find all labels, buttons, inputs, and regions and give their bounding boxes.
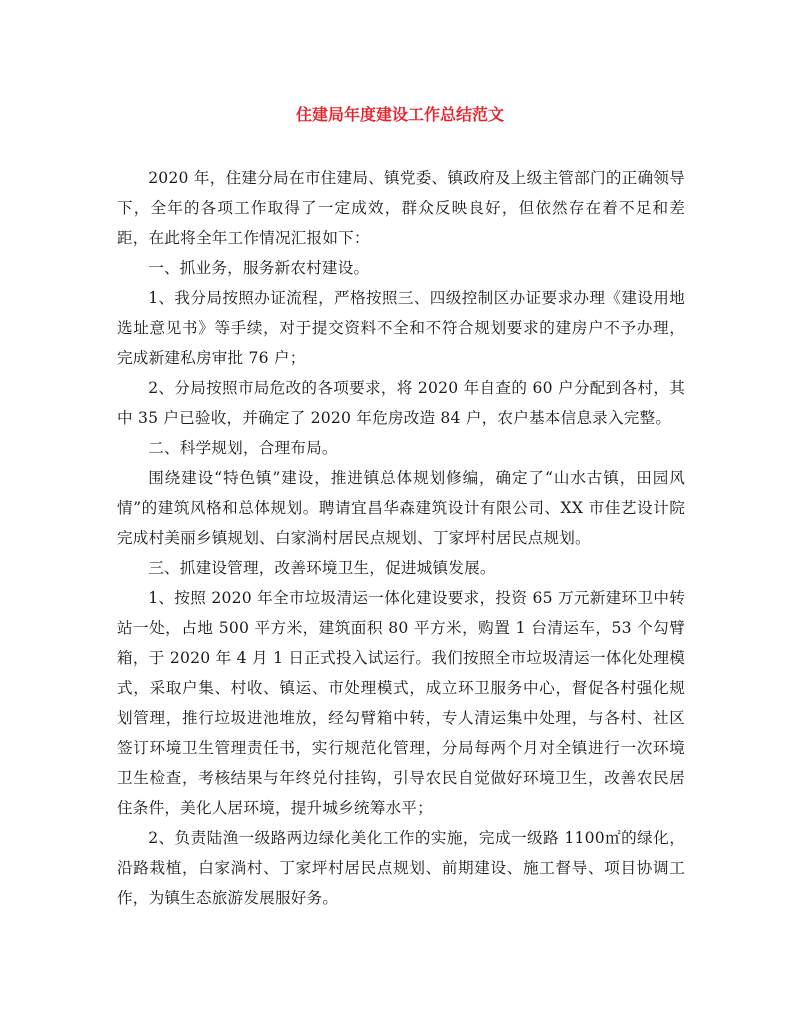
section-heading-2: 二、科学规划，合理布局。 [148,439,338,457]
paragraph-3-2: 2、负责陆渔一级路两边绿化美化工作的实施，完成一级路 1100㎡的绿化，沿路栽植，白家淌村、丁家坪村居民点规划、前期建设、施工督导、项目协调工作，为镇生态旅游发展服好务。 [117,829,685,907]
section-heading-1: 一、抓业务，服务新农村建设。 [148,259,370,277]
section-heading-3: 三、抓建设管理，改善环境卫生，促进城镇发展。 [148,559,496,577]
document-body [117,163,685,913]
paragraph-1-1: 1、我分局按照办证流程，严格按照三、四级控制区办证要求办理《建设用地选址意见书》等手续，对于提交资料不全和不符合规划要求的建房户不予办理，完成新建私房审批 76 户； [117,289,685,367]
document-title: 住建局年度建设工作总结范文 [295,105,504,124]
paragraph-1-2: 2、分局按照市局危改的各项要求，将 2020 年自查的 60 户分配到各村，其中 35 户已验收，并确定了 2020 年危房改造 84 户，农户基本信息录入完整。 [117,379,685,427]
paragraph-3-1: 1、按照 2020 年全市垃圾清运一体化建设要求，投资 65 万元新建环卫中转站一处，占地 500 平方米，建筑面积 80 平方米，购置 1 台清运车，53 个勾臂箱，于 2020 年 4 月 1 日正式投入试运行。我们按照全市垃圾清运一体化处理模式，采取户集、村收、镇运、市处理模式，成立环卫服务中心，督促各村强化规划管理，推行垃圾进池堆放，经勾臂箱中转，专人清运集中处理，与各村、社区签订环境卫生管理责任书，实行规范化管理，分局每两个月对全镇进行一次环境卫生检查，考核结果与年终兑付挂钩，引导农民自觉做好环境卫生，改善农民居住条件，美化人居环境，提升城乡统筹水平； [117,589,685,817]
intro-paragraph: 2020 年，住建分局在市住建局、镇党委、镇政府及上级主管部门的正确领导下，全年的各项工作取得了一定成效，群众反映良好，但依然存在着不足和差距，在此将全年工作情况汇报如下： [117,169,685,247]
paragraph-2-1: 围绕建设“特色镇”建设，推进镇总体规划修编，确定了“山水古镇，田园风情”的建筑风格和总体规划。聘请宜昌华森建筑设计有限公司、XX 市佳艺设计院完成村美丽乡镇规划、白家淌村居民点规划、丁家坪村居民点规划。 [117,469,685,547]
